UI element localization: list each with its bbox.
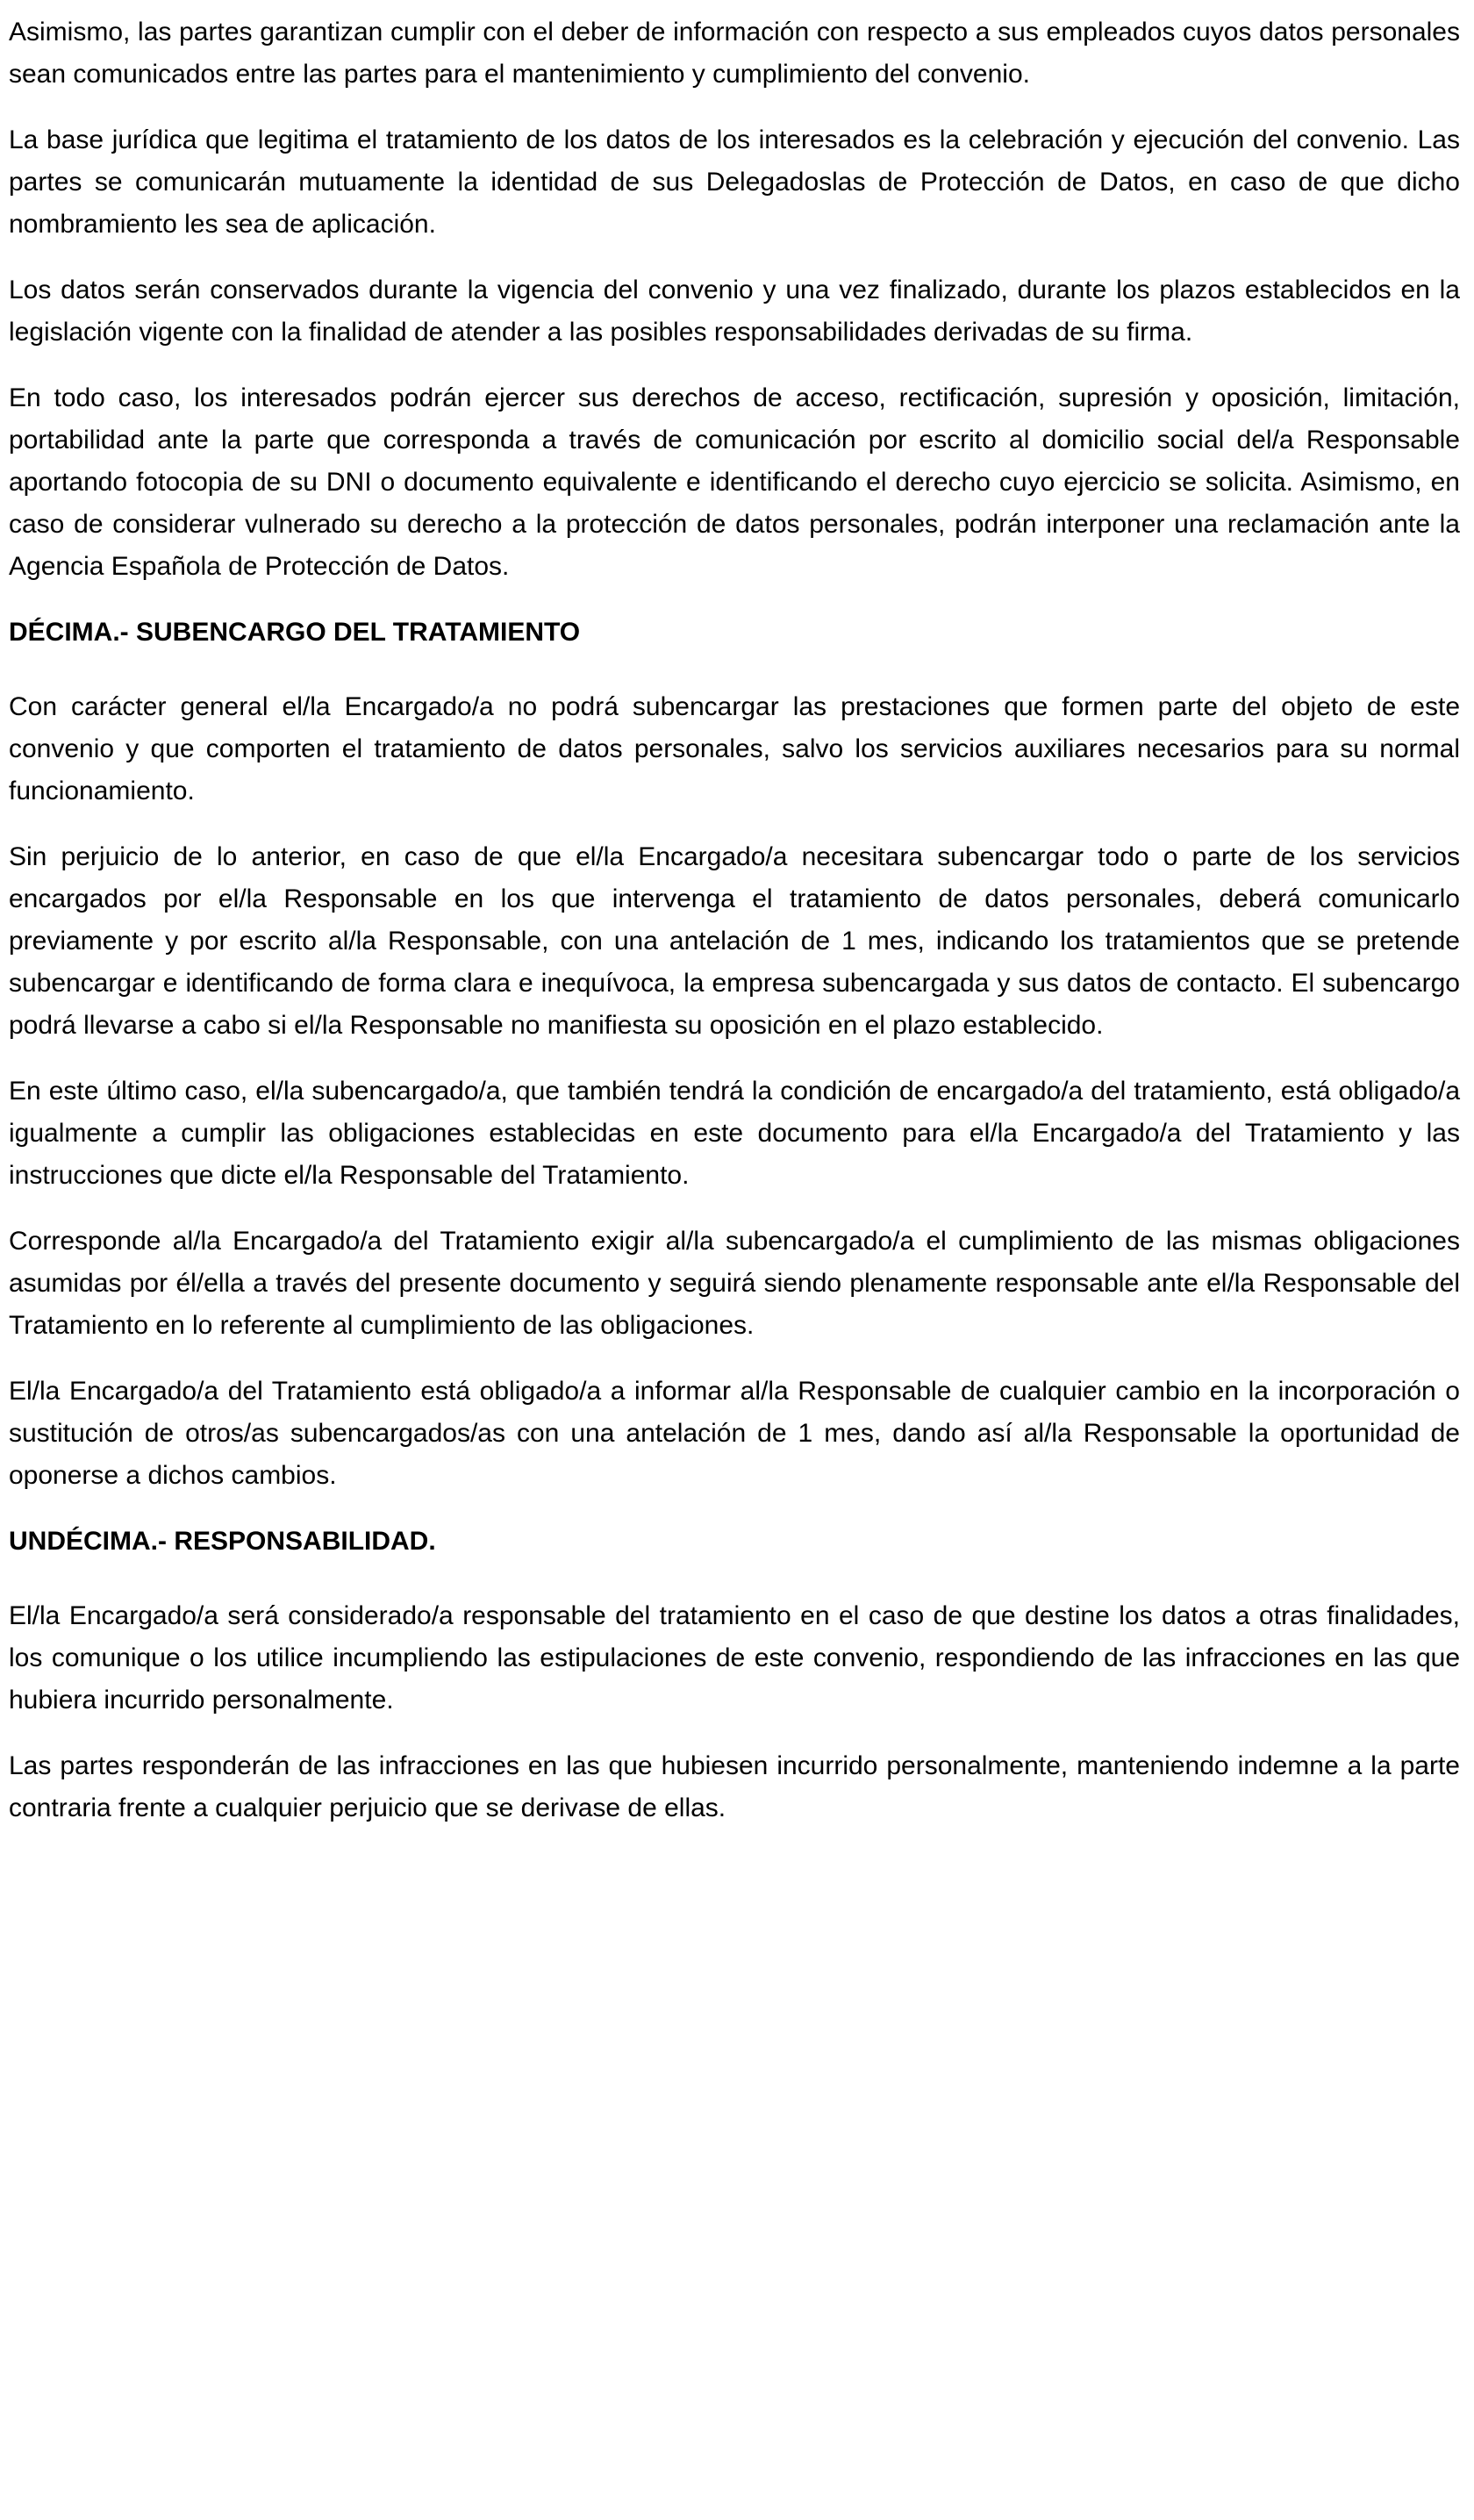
section-heading-decima-subencargo: DÉCIMA.- SUBENCARGO DEL TRATAMIENTO	[9, 618, 581, 647]
paragraph-deber-informacion: Asimismo, las partes garantizan cumplir con el deber de información con respecto a sus empleados cuyos datos personales sean comunicados entre las partes para el mantenimiento y cumplimiento del convenio.	[9, 18, 1460, 89]
paragraph-sin-perjuicio: Sin perjuicio de lo anterior, en caso de que el/la Encargado/a necesitara subencargar todo o parte de los servicios encargados por el/la Responsable en los que intervenga el tratamiento de datos personales, deberá comunicarlo previamente y por escrito al/la Responsable, con una antelación de 1 mes, indicando los tratamientos que se pretende subencargar e identificando de forma clara e inequívoca, la empresa subencargada y sus datos de contacto. El subencargo podrá llevarse a cabo si el/la Responsable no manifiesta su oposición en el plazo establecido.	[9, 842, 1460, 1040]
paragraph-base-juridica: La base jurídica que legitima el tratamiento de los datos de los interesados es la celebración y ejecución del convenio. Las partes se comunicarán mutuamente la identidad de sus Delegadoslas de Protección de Datos, en caso de que dicho nombramiento les sea de aplicación.	[9, 125, 1460, 239]
paragraph-corresponde-encargado: Corresponde al/la Encargado/a del Tratamiento exigir al/la subencargado/a el cumplimiento de las mismas obligaciones asumidas por él/ella a través del presente documento y seguirá siendo plenamente responsable ante el/la Responsable del Tratamiento en lo referente al cumplimiento de las obligaciones.	[9, 1227, 1460, 1340]
paragraph-caracter-general: Con carácter general el/la Encargado/a no podrá subencargar las prestaciones que formen parte del objeto de este convenio y que comporten el tratamiento de datos personales, salvo los servicios auxiliares necesarios para su normal funcionamiento.	[9, 692, 1460, 805]
section-heading-undecima-responsabilidad: UNDÉCIMA.- RESPONSABILIDAD.	[9, 1527, 436, 1556]
paragraph-derechos-interesados: En todo caso, los interesados podrán ejercer sus derechos de acceso, rectificación, supresión y oposición, limitación, portabilidad ante la parte que corresponda a través de comunicación por escrito al domicilio social del/a Responsable aportando fotocopia de su DNI o documento equivalente e identificando el derecho cuyo ejercicio se solicita. Asimismo, en caso de considerar vulnerado su derecho a la protección de datos personales, podrán interponer una reclamación ante la Agencia Española de Protección de Datos.	[9, 383, 1460, 581]
paragraph-conservacion-datos: Los datos serán conservados durante la vigencia del convenio y una vez finalizado, durante los plazos establecidos en la legislación vigente con la finalidad de atender a las posibles responsabilidades derivadas de su firma.	[9, 276, 1460, 347]
paragraph-informar-cambios: El/la Encargado/a del Tratamiento está obligado/a a informar al/la Responsable de cualquier cambio en la incorporación o sustitución de otros/as subencargados/as con una antelación de 1 mes, dando así al/la Responsable la oportunidad de oponerse a dichos cambios.	[9, 1377, 1460, 1490]
paragraph-ultimo-caso-subencargado: En este último caso, el/la subencargado/a, que también tendrá la condición de encargado/a del tratamiento, está obligado/a igualmente a cumplir las obligaciones establecidas en este documento para el/la Encargado/a del Tratamiento y las instrucciones que dicte el/la Responsable del Tratamiento.	[9, 1077, 1460, 1190]
paragraph-responsable-tratamiento: El/la Encargado/a será considerado/a responsable del tratamiento en el caso de que destine los datos a otras finalidades, los comunique o los utilice incumpliendo las estipulaciones de este convenio, respondiendo de las infracciones en las que hubiera incurrido personalmente.	[9, 1601, 1460, 1715]
paragraph-partes-responderan: Las partes responderán de las infracciones en las que hubiesen incurrido personalmente, manteniendo indemne a la parte contraria frente a cualquier perjuicio que se derivase de ellas.	[9, 1751, 1460, 1822]
